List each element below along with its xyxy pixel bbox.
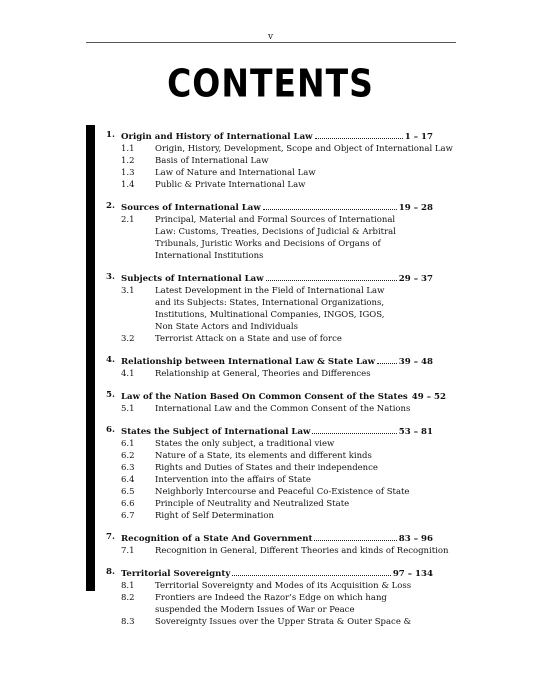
subsection-number: 8.2 — [121, 593, 135, 603]
subsection-number: 7.1 — [121, 546, 135, 556]
chapter-heading[interactable] — [0, 387, 541, 403]
subsection-number: 6.4 — [121, 475, 135, 485]
toc-chapter — [0, 269, 541, 345]
subsection-title-line: Intervention into the affairs of State — [155, 475, 311, 485]
chapter-heading[interactable] — [0, 529, 541, 545]
dot-leader — [312, 422, 396, 434]
chapter-title: Territorial Sovereignty — [121, 569, 231, 579]
toc-chapter — [0, 198, 541, 262]
subsection-title-line: suspended the Modern Issues of War or Peace — [155, 605, 355, 615]
dot-leader — [314, 529, 396, 541]
subsection-title-line: Nature of a State, its elements and different kinds — [155, 451, 372, 461]
toc-chapter — [0, 529, 541, 557]
chapter-pages: 49 – 52 — [411, 392, 446, 402]
subsection-number: 3.1 — [121, 286, 135, 296]
subsection-title-line: Terrorist Attack on a State and use of force — [155, 334, 342, 344]
dot-leader — [315, 127, 403, 139]
subsection-title-line: Principal, Material and Formal Sources of International — [155, 215, 396, 225]
subsection-title-line: Recognition in General, Different Theories and kinds of Recognition — [155, 546, 449, 556]
toc-subsection[interactable] — [0, 179, 541, 191]
subsection-number: 1.2 — [121, 156, 135, 166]
toc-subsection[interactable] — [0, 592, 541, 616]
chapter-pages: 29 – 37 — [398, 274, 433, 284]
chapter-heading[interactable] — [0, 269, 541, 285]
subsection-number: 5.1 — [121, 404, 135, 414]
chapter-pages: 19 – 28 — [398, 203, 433, 213]
subsection-title-line: Law: Customs, Treaties, Decisions of Judicial & Arbitral — [155, 227, 396, 237]
chapter-number: 4. — [106, 355, 115, 365]
subsection-title-line: Law of Nature and International Law — [155, 168, 316, 178]
page-title: CONTENTS — [167, 61, 374, 106]
chapter-title: Subjects of International Law — [121, 274, 264, 284]
toc-subsection[interactable] — [0, 167, 541, 179]
subsection-title-line: Frontiers are Indeed the Razor’s Edge on which hang — [155, 593, 387, 603]
subsection-title-line: Basis of International Law — [155, 156, 269, 166]
chapter-heading[interactable] — [0, 422, 541, 438]
chapter-pages: 39 – 48 — [398, 357, 433, 367]
subsection-number: 6.1 — [121, 439, 135, 449]
subsection-number: 1.1 — [121, 144, 135, 154]
subsection-number: 8.3 — [121, 617, 135, 627]
chapter-number: 5. — [106, 390, 115, 400]
page-number: v — [267, 32, 274, 42]
chapter-number: 6. — [106, 425, 115, 435]
subsection-number: 6.7 — [121, 511, 135, 521]
subsection-number: 1.3 — [121, 168, 135, 178]
chapter-title: Sources of International Law — [121, 203, 261, 213]
toc-subsection[interactable] — [0, 462, 541, 474]
chapter-number: 1. — [106, 130, 115, 140]
toc-subsection[interactable] — [0, 214, 541, 262]
toc-chapter — [0, 422, 541, 522]
chapter-title: Relationship between International Law & State Law — [121, 357, 376, 367]
subsection-title-line: Non State Actors and Individuals — [155, 322, 299, 332]
subsection-number: 4.1 — [121, 369, 135, 379]
toc-subsection[interactable] — [0, 403, 541, 415]
table-of-contents — [0, 127, 541, 635]
subsection-title-line: States the only subject, a traditional view — [155, 439, 335, 449]
subsection-title-line: Latest Development in the Field of International Law — [155, 286, 385, 296]
subsection-title-line: Origin, History, Development, Scope and Object of International Law — [155, 144, 453, 154]
toc-subsection[interactable] — [0, 498, 541, 510]
subsection-number: 3.2 — [121, 334, 135, 344]
chapter-heading[interactable] — [0, 198, 541, 214]
subsection-title-line: Right of Self Determination — [155, 511, 274, 521]
chapter-title: Recognition of a State And Government — [121, 534, 313, 544]
chapter-number: 3. — [106, 272, 115, 282]
toc-chapter — [0, 564, 541, 628]
chapter-heading[interactable] — [0, 352, 541, 368]
subsection-title-line: and its Subjects: States, International Organizations, — [155, 298, 385, 308]
toc-subsection[interactable] — [0, 486, 541, 498]
chapter-heading[interactable] — [0, 127, 541, 143]
toc-subsection[interactable] — [0, 143, 541, 155]
subsection-title-line: Institutions, Multinational Companies, INGOS, IGOS, — [155, 310, 385, 320]
subsection-title-line: Relationship at General, Theories and Differences — [155, 369, 371, 379]
toc-subsection[interactable] — [0, 580, 541, 592]
subsection-title-line: Rights and Duties of States and their independence — [155, 463, 378, 473]
toc-chapter — [0, 387, 541, 415]
subsection-title-line: Tribunals, Juristic Works and Decisions of Organs of — [155, 239, 381, 249]
subsection-title-line: Public & Private International Law — [155, 180, 306, 190]
chapter-pages: 53 – 81 — [398, 427, 433, 437]
subsection-title-line: International Law and the Common Consent of the Nations — [155, 404, 411, 414]
dot-leader — [263, 198, 397, 210]
chapter-pages: 97 – 134 — [392, 569, 433, 579]
toc-subsection[interactable] — [0, 285, 541, 333]
chapter-title: Law of the Nation Based On Common Consent of the States — [121, 392, 408, 402]
toc-subsection[interactable] — [0, 438, 541, 450]
subsection-number: 6.3 — [121, 463, 135, 473]
dot-leader — [232, 564, 390, 576]
toc-subsection[interactable] — [0, 510, 541, 522]
toc-subsection[interactable] — [0, 368, 541, 380]
toc-subsection[interactable] — [0, 474, 541, 486]
chapter-number: 7. — [106, 532, 115, 542]
subsection-number: 1.4 — [121, 180, 135, 190]
toc-chapter — [0, 352, 541, 380]
subsection-number: 6.5 — [121, 487, 135, 497]
dot-leader — [266, 269, 397, 281]
toc-subsection[interactable] — [0, 333, 541, 345]
chapter-title: States the Subject of International Law — [121, 427, 311, 437]
toc-subsection[interactable] — [0, 450, 541, 462]
chapter-number: 8. — [106, 567, 115, 577]
chapter-title: Origin and History of International Law — [121, 132, 313, 142]
toc-chapter — [0, 127, 541, 191]
subsection-title-line: Sovereignty Issues over the Upper Strata & Outer Space & — [155, 617, 412, 627]
subsection-title-line: Principle of Neutrality and Neutralized State — [155, 499, 350, 509]
toc-subsection[interactable] — [0, 155, 541, 167]
toc-subsection[interactable] — [0, 616, 541, 628]
chapter-number: 2. — [106, 201, 115, 211]
subsection-title-line: Neighborly Intercourse and Peaceful Co-Existence of State — [155, 487, 410, 497]
subsection-number: 6.6 — [121, 499, 135, 509]
chapter-heading[interactable] — [0, 564, 541, 580]
toc-subsection[interactable] — [0, 545, 541, 557]
subsection-title-line: International Institutions — [155, 251, 264, 261]
subsection-number: 2.1 — [121, 215, 135, 225]
chapter-pages: 1 – 17 — [404, 132, 433, 142]
subsection-number: 6.2 — [121, 451, 135, 461]
chapter-pages: 83 – 96 — [398, 534, 433, 544]
subsection-title-line: Territorial Sovereignty and Modes of its Acquisition & Loss — [155, 581, 412, 591]
header-rule — [86, 42, 456, 43]
subsection-number: 8.1 — [121, 581, 135, 591]
dot-leader — [377, 352, 397, 364]
